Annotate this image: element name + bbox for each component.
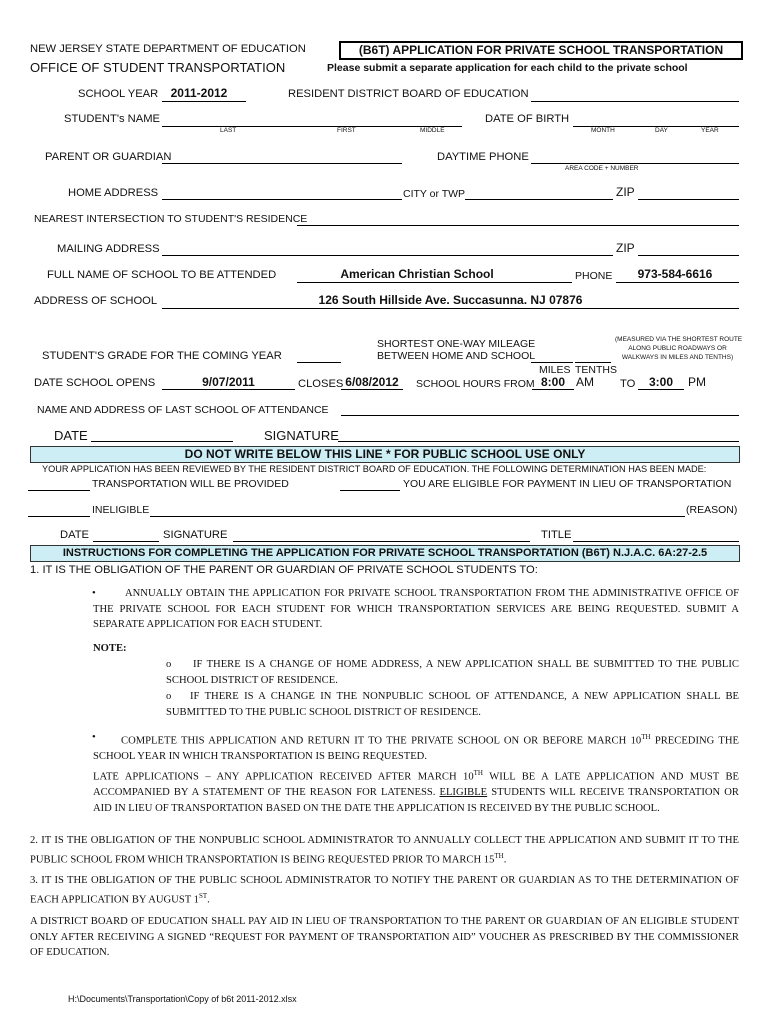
office-name: OFFICE OF STUDENT TRANSPORTATION: [30, 60, 286, 75]
mailing-field[interactable]: [162, 255, 613, 256]
final-paragraph: A DISTRICT BOARD OF EDUCATION SHALL PAY AID IN LIEU OF TRANSPORTATION TO THE PARENT OR GUARDIAN OF AN ELIGIBLE STUDENT ONLY AFTER RECEIVING A SIGNED “REQUEST FOR PAYMENT OF TRANSPORTATION AID” VOUCHER AS PRESCRIBED BY THE COMMISSIONER OF EDUCATION.: [30, 916, 739, 958]
reviewed-text: YOUR APPLICATION HAS BEEN REVIEWED BY THE RESIDENT DISTRICT BOARD OF EDUCATION. THE FOLLOWING DETERMINATION HAS BEEN MADE:: [42, 464, 707, 474]
last-school-field[interactable]: [341, 415, 739, 416]
school-phone-label: PHONE: [575, 270, 613, 282]
dept-name: NEW JERSEY STATE DEPARTMENT OF EDUCATION: [30, 43, 306, 55]
name-first-label: FIRST: [337, 127, 356, 134]
form-title: (B6T) APPLICATION FOR PRIVATE SCHOOL TRANSPORTATION: [339, 41, 743, 60]
to-label: TO: [620, 378, 636, 390]
tenths-field[interactable]: [575, 362, 611, 363]
phone-field[interactable]: [531, 163, 739, 164]
mileage-label-1: SHORTEST ONE-WAY MILEAGE: [377, 338, 536, 350]
school-year-value[interactable]: 2011-2012: [170, 86, 228, 100]
aid-label: YOU ARE ELIGIBLE FOR PAYMENT IN LIEU OF TRANSPORTATION: [403, 478, 732, 490]
public-title-label: TITLE: [541, 529, 572, 541]
reason-label: (REASON): [686, 504, 738, 516]
mailing-zip-label: ZIP: [616, 241, 635, 255]
bullet-1-text: ANNUALLY OBTAIN THE APPLICATION FOR PRIVATE SCHOOL TRANSPORTATION FROM THE ADMINISTRATIVE OFFICE OF THE PRIVATE SCHOOL FOR EACH STUDENT FOR WHICH TRANSPORTATION SERVICES ARE BEING REQUESTED. SUBMIT A SEPARATE APPLICATION FOR EACH STUDENT.: [93, 588, 739, 630]
resident-district-label: RESIDENT DISTRICT BOARD OF EDUCATION: [288, 88, 529, 100]
public-signature-label: SIGNATURE: [163, 529, 228, 541]
phone-sub-label: AREA CODE + NUMBER: [565, 165, 639, 172]
mailing-zip-field[interactable]: [638, 255, 739, 256]
late-text: LATE APPLICATIONS – ANY APPLICATION RECEIVED AFTER MARCH 10TH WILL BE A LATE APPLICATION AND MUST BE ACCOMPANIED BY A STATEMENT OF THE REASON FOR LATENESS. ELIGIBLE STUDENTS WILL RECEIVE TRANSPORTATION OR AID IN LIEU OF TRANSPORTATION BASED ON THE DATE THE APPLICATION IS RECEIVED BY THE PUBLIC SCHOOL.: [93, 769, 739, 814]
dob-year-label: YEAR: [701, 127, 719, 134]
grade-label: STUDENT'S GRADE FOR THE COMING YEAR: [42, 350, 282, 362]
parent-field[interactable]: [162, 163, 402, 164]
instruction-item-2: 2. IT IS THE OBLIGATION OF THE NONPUBLIC SCHOOL ADMINISTRATOR TO ANNUALLY COLLECT THE APPLICATION AND SUBMIT IT TO THE PUBLIC SCHOOL FROM WHICH TRANSPORTATION IS BEING REQUESTED PRIOR TO MARCH 15TH.: [30, 835, 739, 866]
hours-from-line: [532, 389, 574, 390]
date-field[interactable]: [91, 441, 233, 442]
phone-label: DAYTIME PHONE: [437, 151, 529, 163]
school-address-value[interactable]: 126 South Hillside Ave. Succasunna. NJ 07876: [318, 293, 583, 307]
note-1-bullet: o: [166, 659, 172, 670]
public-date-label: DATE: [60, 529, 90, 541]
student-name-field[interactable]: [162, 126, 462, 127]
public-use-banner: DO NOT WRITE BELOW THIS LINE * FOR PUBLIC SCHOOL USE ONLY: [30, 446, 740, 463]
footer-path: H:\Documents\Transportation\Copy of b6t 2011-2012.xlsx: [68, 994, 297, 1004]
city-label: CITY or TWP: [403, 188, 466, 200]
note-2-bullet: o: [166, 691, 172, 702]
school-phone-value[interactable]: 973-584-6616: [637, 267, 713, 281]
provided-label: TRANSPORTATION WILL BE PROVIDED: [92, 478, 289, 490]
reason-field[interactable]: [150, 516, 685, 517]
dob-month-label: MONTH: [591, 127, 615, 134]
miles-field[interactable]: [531, 362, 573, 363]
city-field[interactable]: [465, 199, 613, 200]
home-address-field[interactable]: [162, 199, 402, 200]
school-name-line: [297, 282, 572, 283]
name-middle-label: MIDDLE: [420, 127, 445, 134]
school-name-label: FULL NAME OF SCHOOL TO BE ATTENDED: [47, 269, 277, 281]
school-address-label: ADDRESS OF SCHOOL: [34, 295, 158, 307]
parent-label: PARENT OR GUARDIAN: [45, 151, 172, 163]
public-title-field[interactable]: [573, 541, 739, 542]
bullet-1-dot: •: [92, 588, 96, 599]
form-subtitle: Please submit a separate application for each child to the private school: [327, 62, 688, 74]
closes-line: [341, 389, 403, 390]
public-date-field[interactable]: [93, 541, 159, 542]
tenths-label: TENTHS: [575, 364, 617, 376]
school-address-line: [162, 308, 739, 309]
dob-label: DATE OF BIRTH: [485, 113, 570, 125]
date-opens-line: [162, 389, 295, 390]
date-opens-value[interactable]: 9/07/2011: [202, 375, 255, 389]
hours-to-value[interactable]: 3:00: [648, 375, 674, 389]
hours-to-line: [638, 389, 684, 390]
instruction-item-1: 1. IT IS THE OBLIGATION OF THE PARENT OR GUARDIAN OF PRIVATE SCHOOL STUDENTS TO:: [30, 564, 538, 576]
zip-label: ZIP: [616, 185, 635, 199]
ineligible-check[interactable]: [28, 516, 90, 517]
am-label: AM: [576, 375, 594, 389]
name-last-label: LAST: [220, 127, 237, 134]
hours-from-value[interactable]: 8:00: [540, 375, 566, 389]
mileage-note-2: ALONG PUBLIC ROADWAYS OR: [628, 345, 727, 352]
aid-check[interactable]: [340, 490, 400, 491]
school-year-label: SCHOOL YEAR: [78, 88, 159, 100]
miles-label: MILES: [539, 364, 571, 376]
instructions-header: INSTRUCTIONS FOR COMPLETING THE APPLICATION FOR PRIVATE SCHOOL TRANSPORTATION (B6T) N.J.A.C. 6A:27-2.5: [30, 545, 740, 562]
ineligible-label: INELIGIBLE: [92, 504, 150, 516]
closes-label: CLOSES: [298, 378, 344, 390]
zip-field[interactable]: [638, 199, 739, 200]
school-name-value[interactable]: American Christian School: [340, 267, 494, 281]
intersection-field[interactable]: [297, 225, 739, 226]
note-label: NOTE:: [93, 643, 127, 654]
bullet-2-text: COMPLETE THIS APPLICATION AND RETURN IT TO THE PRIVATE SCHOOL ON OR BEFORE MARCH 10TH PRECEDING THE SCHOOL YEAR IN WHICH TRANSPORTATION IS BEING REQUESTED.: [93, 733, 739, 763]
intersection-label: NEAREST INTERSECTION TO STUDENT'S RESIDENCE: [34, 213, 308, 225]
signature-label: SIGNATURE: [264, 428, 339, 443]
date-opens-label: DATE SCHOOL OPENS: [34, 377, 156, 389]
pm-label: PM: [688, 375, 706, 389]
bullet-2-dot: •: [92, 732, 96, 743]
public-signature-field[interactable]: [233, 541, 530, 542]
school-year-line: [162, 101, 246, 102]
school-phone-line: [616, 282, 739, 283]
mileage-note-3: WALKWAYS IN MILES AND TENTHS): [621, 354, 734, 361]
student-name-label: STUDENT's NAME: [64, 113, 160, 125]
closes-value[interactable]: 6/08/2012: [345, 375, 399, 389]
instruction-item-3: 3. IT IS THE OBLIGATION OF THE PUBLIC SCHOOL ADMINISTRATOR TO NOTIFY THE PARENT OR GUARDIAN AS TO THE DETERMINATION OF EACH APPLICATION BY AUGUST 1ST.: [30, 875, 739, 906]
provided-check[interactable]: [28, 490, 90, 491]
last-school-label: NAME AND ADDRESS OF LAST SCHOOL OF ATTENDANCE: [37, 404, 329, 416]
mileage-label-2: BETWEEN HOME AND SCHOOL: [377, 350, 536, 362]
date-label: DATE: [54, 428, 88, 443]
mileage-note-1: (MEASURED VIA THE SHORTEST ROUTE: [615, 336, 743, 343]
resident-district-field[interactable]: [531, 101, 739, 102]
note-1-text: IF THERE IS A CHANGE OF HOME ADDRESS, A NEW APPLICATION SHALL BE SUBMITTED TO THE PUBLIC SCHOOL DISTRICT OF RESIDENCE.: [166, 659, 739, 686]
signature-field[interactable]: [338, 441, 739, 442]
home-address-label: HOME ADDRESS: [68, 187, 159, 199]
dob-day-label: DAY: [655, 127, 668, 134]
hours-label: SCHOOL HOURS FROM: [416, 378, 535, 390]
grade-field[interactable]: [297, 362, 341, 363]
mailing-label: MAILING ADDRESS: [57, 243, 160, 255]
note-2-text: IF THERE IS A CHANGE IN THE NONPUBLIC SCHOOL OF ATTENDANCE, A NEW APPLICATION SHALL BE SUBMITTED TO THE PUBLIC SCHOOL DISTRICT OF RESIDENCE.: [166, 691, 739, 718]
